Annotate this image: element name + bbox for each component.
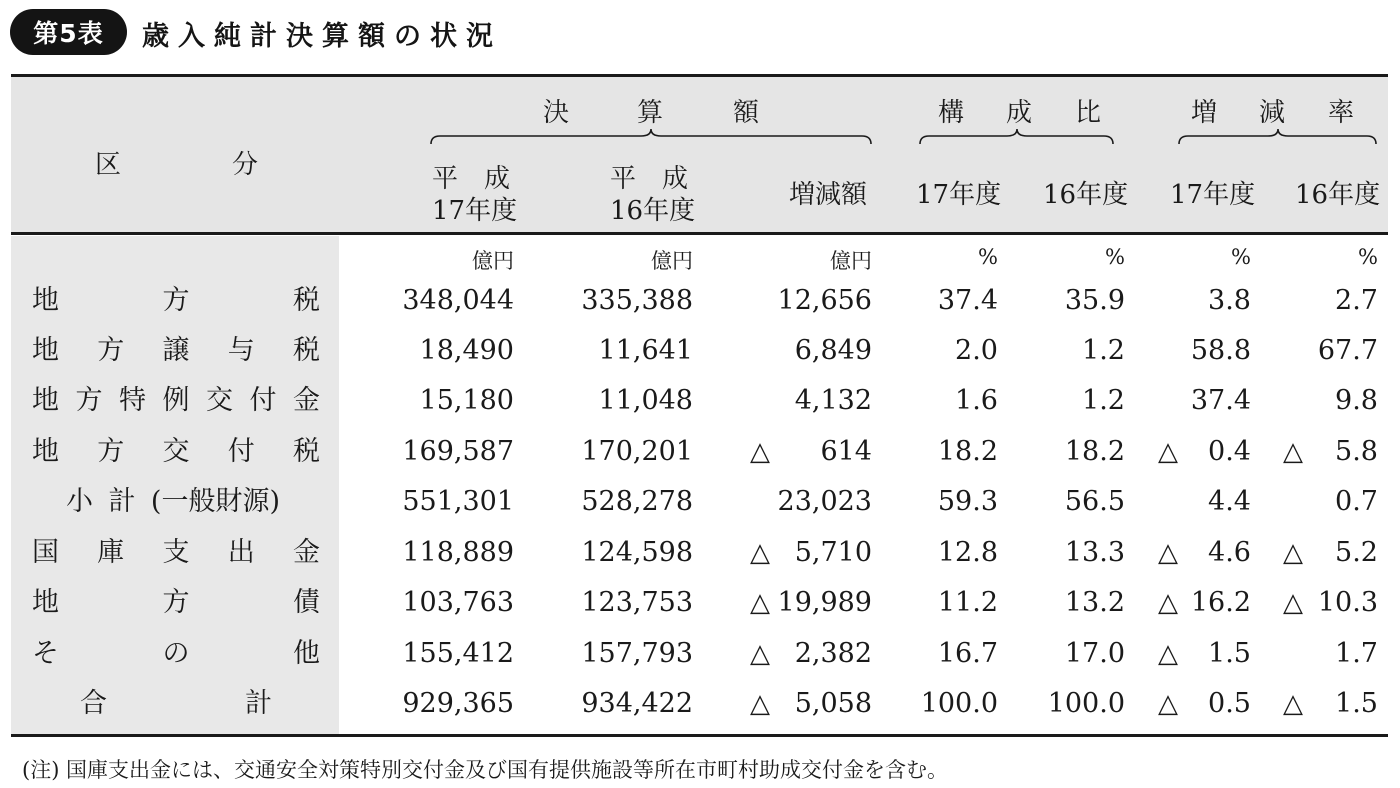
cell-zogen-17: 0.5 [1208,688,1251,719]
header-kosei-17: 17年度 [916,180,1002,210]
row-label-part: 計 [108,486,136,517]
cell-kosei-16: 100.0 [1047,688,1125,719]
brace-zogen [1178,128,1378,146]
cell-h17: 15,180 [419,385,514,416]
header-kosei-2: 成 [1006,98,1033,128]
cell-zogengaku: 19,989 [777,587,872,618]
cell-h16: 528,278 [581,486,693,517]
cell-zogengaku: 2,382 [794,638,872,669]
negative-mark: △ [1158,437,1178,467]
cell-zogen-17: 16.2 [1190,587,1251,618]
cell-kosei-17: 2.0 [955,335,998,366]
cell-zogengaku: 5,710 [794,537,872,568]
row-label-part: 方 [75,385,103,416]
cell-kosei-16: 56.5 [1064,486,1125,517]
table-row [0,326,1400,376]
negative-mark: △ [1283,538,1303,568]
negative-mark: △ [750,639,770,669]
cell-zogen-16: 1.5 [1335,688,1378,719]
row-label-part: 税 [293,335,320,366]
header-zogen-17: 17年度 [1170,180,1256,210]
negative-mark: △ [1283,689,1303,719]
header-zogen-1: 増 [1191,98,1218,128]
header-zogen-16: 16年度 [1295,180,1381,210]
cell-h16: 11,641 [598,335,693,366]
header-zogen-3: 率 [1328,98,1355,128]
brace-kessan [430,128,873,146]
bottom-rule [11,734,1388,737]
row-label-part: 交 [162,436,190,467]
row-label-part: 方 [162,285,190,316]
row-label-part: 小 [66,486,93,517]
cell-kosei-17: 1.6 [955,385,998,416]
header-h16-line1: 平 成 [610,164,689,194]
cell-h16: 11,048 [598,385,693,416]
header-kubun-1: 区 [95,150,122,180]
row-label [32,276,320,326]
header-h17-line2: 17年度 [432,196,518,226]
cell-zogen-16: 5.2 [1335,537,1378,568]
row-label-part: 例 [162,385,190,416]
cell-h17: 103,763 [402,587,514,618]
negative-mark: △ [1158,538,1178,568]
row-label-part: 国 [32,537,59,568]
cell-kosei-17: 16.7 [937,638,998,669]
row-label-part: 譲 [162,335,190,366]
header-kessan-2: 算 [637,98,664,128]
cell-kosei-17: 59.3 [937,486,998,517]
cell-zogen-16: 10.3 [1317,587,1378,618]
row-label-part: 地 [32,335,59,366]
table-row [0,427,1400,477]
cell-h16: 335,388 [581,285,693,316]
cell-zogen-17: 4.4 [1208,486,1251,517]
cell-kosei-17: 100.0 [920,688,998,719]
cell-h16: 170,201 [581,436,693,467]
table-row [0,578,1400,628]
row-label [32,528,320,578]
row-label-part: 税 [293,436,320,467]
row-label [32,376,320,426]
row-label-part: の [162,638,190,669]
cell-kosei-16: 13.2 [1064,587,1125,618]
row-label-part: 出 [227,537,255,568]
table-row [0,679,1400,729]
row-label-part: そ [32,638,59,669]
negative-mark: △ [750,689,770,719]
brace-kosei [919,128,1115,146]
row-label [32,326,320,376]
cell-zogengaku: 4,132 [794,385,872,416]
row-label-part: 特 [119,385,146,416]
cell-kosei-17: 11.2 [937,587,998,618]
cell-kosei-16: 35.9 [1064,285,1125,316]
cell-zogen-17: 0.4 [1208,436,1251,467]
row-label [32,629,320,679]
row-label-part: 地 [32,436,59,467]
cell-zogen-16: 0.7 [1335,486,1378,517]
header-kosei-3: 比 [1075,98,1102,128]
cell-h17: 929,365 [402,688,514,719]
table-row [0,629,1400,679]
row-label-part: (一般財源) [150,486,280,517]
row-label-part: 支 [162,537,190,568]
header-h17-line1: 平 成 [432,164,511,194]
row-label-part: 方 [97,335,125,366]
row-label-part: 地 [32,285,59,316]
top-rule [11,74,1388,77]
footnote: (注) 国庫支出金には、交通安全対策特別交付金及び国有提供施設等所在市町村助成交付金を含む。 [22,758,949,782]
cell-h16: 934,422 [581,688,693,719]
cell-zogen-16: 5.8 [1335,436,1378,467]
cell-h16: 157,793 [581,638,693,669]
header-zogengaku: 増減額 [789,180,868,210]
header-h16-line2: 16年度 [610,196,696,226]
row-label-part: 地 [32,385,59,416]
negative-mark: △ [750,588,770,618]
row-label-part: 与 [227,335,255,366]
cell-kosei-17: 37.4 [937,285,998,316]
unit-zogengaku: 億円 [830,249,872,273]
cell-h16: 123,753 [581,587,693,618]
row-label-part: 交 [206,385,233,416]
table-row [0,376,1400,426]
cell-kosei-17: 12.8 [937,537,998,568]
cell-zogen-16: 67.7 [1317,335,1378,366]
row-label-part: 付 [249,385,277,416]
negative-mark: △ [1158,689,1178,719]
negative-mark: △ [1283,588,1303,618]
cell-h17: 155,412 [402,638,514,669]
cell-h16: 124,598 [581,537,693,568]
row-label-part: 地 [32,587,59,618]
row-label-part: 債 [293,587,320,618]
row-label [32,578,320,628]
cell-h17: 18,490 [419,335,514,366]
cell-zogen-17: 58.8 [1190,335,1251,366]
row-label-part: 方 [162,587,190,618]
negative-mark: △ [750,437,770,467]
cell-kosei-16: 18.2 [1064,436,1125,467]
cell-zogengaku: 614 [820,436,872,467]
header-kosei-16: 16年度 [1043,180,1129,210]
table-row [0,528,1400,578]
cell-zogengaku: 5,058 [794,688,872,719]
row-label-part: 方 [97,436,125,467]
cell-zogengaku: 23,023 [777,486,872,517]
cell-zogen-17: 4.6 [1208,537,1251,568]
header-kosei-1: 構 [938,98,965,128]
unit-zogen-16: % [1358,245,1378,269]
table-number-badge [10,9,127,55]
negative-mark: △ [1283,437,1303,467]
cell-h17: 348,044 [402,285,514,316]
row-label-part: 庫 [97,537,125,568]
cell-zogen-17: 3.8 [1208,285,1251,316]
row-label-part: 金 [293,385,320,416]
header-kessan-3: 額 [733,98,760,128]
cell-zogen-17: 1.5 [1208,638,1251,669]
cell-kosei-16: 13.3 [1064,537,1125,568]
negative-mark: △ [750,538,770,568]
cell-kosei-16: 17.0 [1064,638,1125,669]
table-row [0,477,1400,527]
table-title: 歳入純計決算額の状況 [142,21,502,52]
row-label-part: 付 [227,436,255,467]
cell-kosei-16: 1.2 [1082,385,1125,416]
cell-kosei-17: 18.2 [937,436,998,467]
unit-h16: 億円 [651,249,693,273]
row-label-part: 金 [293,537,320,568]
negative-mark: △ [1158,639,1178,669]
cell-zogengaku: 6,849 [794,335,872,366]
row-label-part: 他 [293,638,320,669]
row-label [32,427,320,477]
cell-h17: 551,301 [402,486,514,517]
cell-zogen-16: 2.7 [1335,285,1378,316]
table-number: 第5表 [33,19,104,48]
cell-h17: 118,889 [402,537,514,568]
negative-mark: △ [1158,588,1178,618]
unit-zogen-17: % [1231,245,1251,269]
cell-zogengaku: 12,656 [777,285,872,316]
unit-h17: 億円 [472,249,514,273]
cell-kosei-16: 1.2 [1082,335,1125,366]
table-row [0,276,1400,326]
header-kessan-1: 決 [543,98,570,128]
row-label-part: 合 [80,688,107,719]
cell-zogen-16: 1.7 [1335,638,1378,669]
header-rule [11,232,1388,235]
cell-zogen-17: 37.4 [1190,385,1251,416]
header-zogen-2: 減 [1259,98,1286,128]
header-kubun-2: 分 [232,150,259,180]
cell-h17: 169,587 [402,436,514,467]
row-label-part: 計 [245,688,272,719]
cell-zogen-16: 9.8 [1335,385,1378,416]
row-label [80,679,272,729]
row-label [66,477,280,527]
row-label-part: 税 [293,285,320,316]
unit-kosei-17: % [978,245,998,269]
unit-kosei-16: % [1105,245,1125,269]
